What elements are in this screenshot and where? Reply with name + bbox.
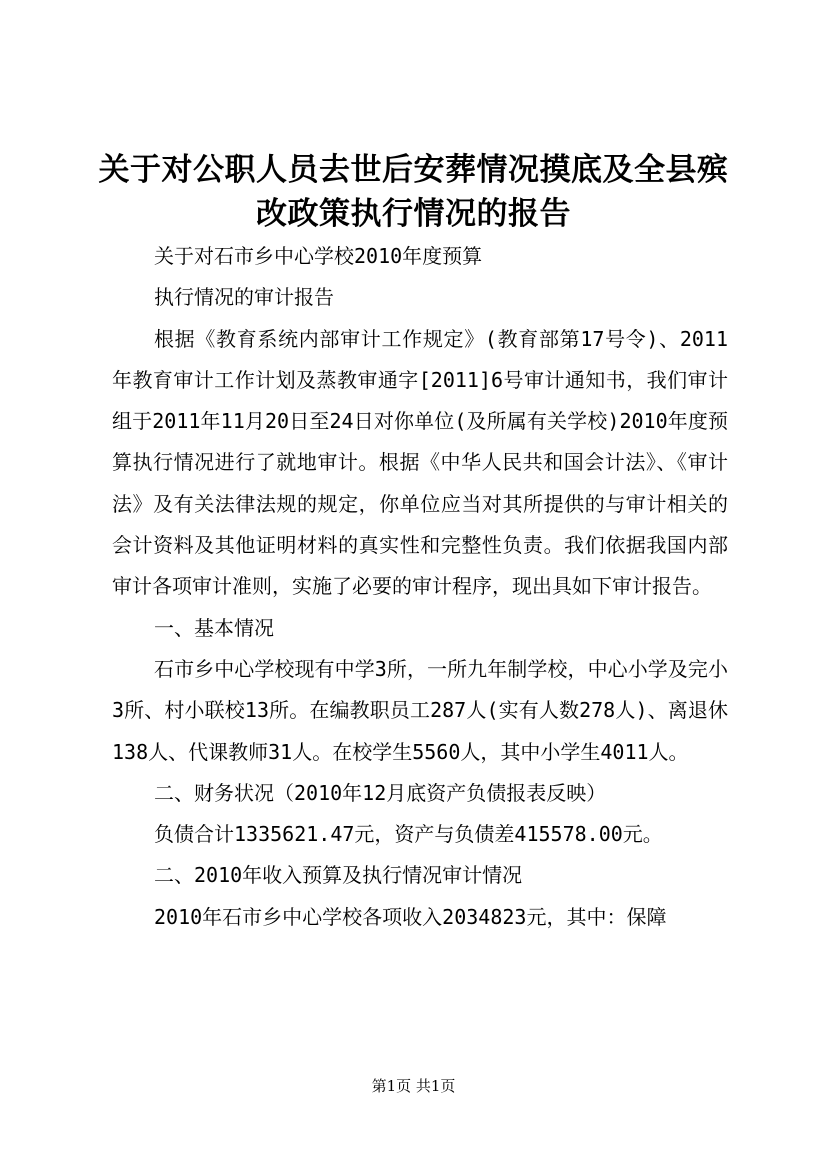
document-title: 关于对公职人员去世后安葬情况摸底及全县殡改政策执行情况的报告 — [98, 152, 729, 232]
page-footer: 第1页 共1页 — [371, 1077, 456, 1095]
basic-info-paragraph: 石市乡中心学校现有中学3所，一所九年制学校，中心小学及完小3所、村小联校13所。在编教职员工287人(实有人数278人)、离退休138人、代课教师31人。在校学生5560人，其中小学生4011人。 — [112, 656, 728, 764]
document-body — [112, 236, 728, 938]
section-heading-income: 二、2010年收入预算及执行情况审计情况 — [154, 863, 523, 888]
intro-paragraph: 根据《教育系统内部审计工作规定》(教育部第17号令)、2011年教育审计工作计划及蒸教审通字[2011]6号审计通知书，我们审计组于2011年11月20日至24日对你单位(及所属有关学校)2010年度预算执行情况进行了就地审计。根据《中华人民共和国会计法》、《审计法》及有关法律法规的规定，你单位应当对其所提供的与审计相关的会计资料及其他证明材料的真实性和完整性负责。我们依据我国内部审计各项审计准则，实施了必要的审计程序，现出具如下审计报告。 — [112, 326, 728, 599]
section-heading-basic: 一、基本情况 — [154, 615, 274, 640]
finance-paragraph: 负债合计1335621.47元，资产与负债差415578.00元。 — [154, 822, 663, 847]
subtitle-line-1: 关于对石市乡中心学校2010年度预算 — [154, 244, 483, 268]
income-paragraph: 2010年石市乡中心学校各项收入2034823元，其中：保障 — [154, 904, 667, 929]
section-heading-finance: 二、财务状况（2010年12月底资产负债报表反映） — [154, 780, 607, 805]
subtitle-line-2: 执行情况的审计报告 — [154, 285, 334, 310]
